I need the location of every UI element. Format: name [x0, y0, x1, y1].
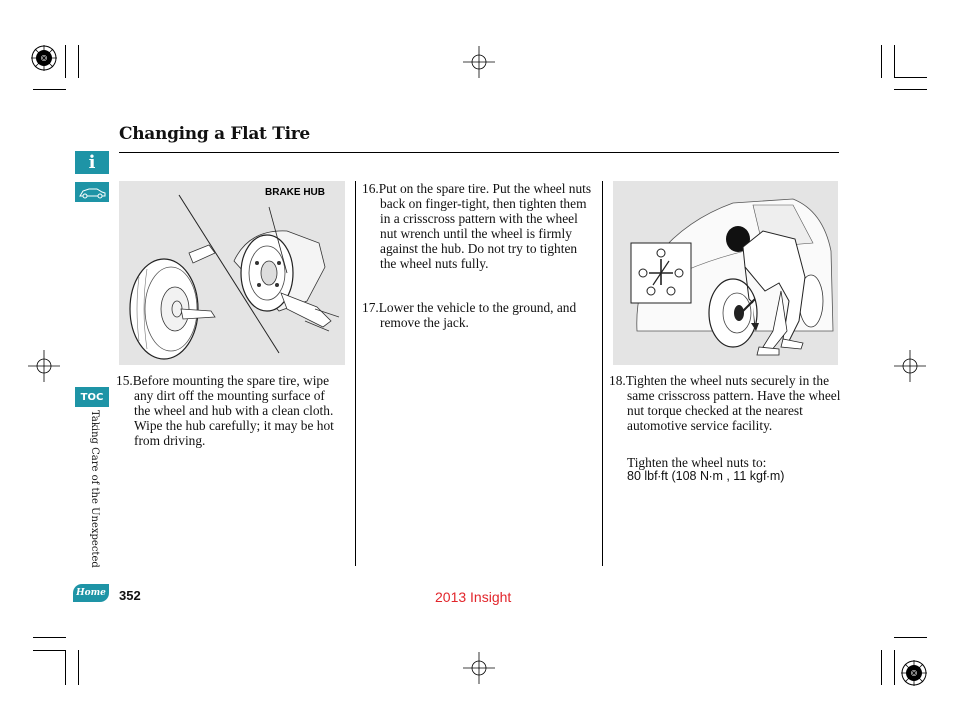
crop-mark: [78, 45, 79, 78]
crop-mark: [33, 637, 66, 638]
crop-mark: [33, 650, 66, 651]
crop-mark: [33, 89, 66, 90]
home-button[interactable]: Home: [73, 584, 109, 602]
crop-mark: [894, 77, 927, 78]
registration-crosshair-icon: [463, 46, 495, 78]
step-18: [609, 373, 844, 433]
registration-crosshair-icon: [28, 350, 60, 382]
registration-sunburst-icon: [900, 659, 928, 687]
crop-mark: [894, 637, 927, 638]
column-divider: [355, 181, 356, 566]
vehicle-button[interactable]: [75, 182, 109, 202]
info-button[interactable]: [75, 151, 109, 174]
section-label: Taking Care of the Unexpected: [89, 410, 100, 568]
step-16: [362, 181, 594, 271]
crop-mark: [881, 45, 882, 78]
torque-intro: Tighten the wheel nuts to:: [627, 455, 767, 470]
registration-sunburst-icon: [30, 44, 58, 72]
model-link[interactable]: 2013 Insight: [435, 589, 512, 605]
column-divider: [602, 181, 603, 566]
step-15-text: 15.Before mounting the spare tire, wipe any dirt off the mounting surface of the wheel and hub with a clean cloth. Wipe the hub carefully; it may be hot from driving.: [116, 373, 334, 448]
crop-mark: [894, 650, 895, 685]
brake-hub-illustration: [119, 181, 345, 365]
step-16-text: 16.Put on the spare tire. Put the wheel nuts back on finger-tight, then tighten them in a crisscross pattern with the wheel nut wrench until the wheel is firmly against the hub. Do not try to tighten the wheel nuts fully.: [362, 181, 592, 271]
crop-mark: [881, 650, 882, 685]
registration-crosshair-icon: [894, 350, 926, 382]
step-18-text: 18.Tighten the wheel nuts securely in the same crisscross pattern. Have the wheel nut torque checked at the nearest automotive service facility.: [609, 373, 841, 433]
step-15: [116, 373, 341, 448]
step-17: [362, 300, 594, 330]
crop-mark: [65, 45, 66, 78]
info-icon: i: [88, 152, 96, 173]
title-divider: [119, 152, 839, 153]
registration-crosshair-icon: [463, 652, 495, 684]
step-17-text: 17.Lower the vehicle to the ground, and remove the jack.: [362, 300, 577, 330]
tighten-nuts-illustration: [613, 181, 838, 365]
torque-value: 80 lbf∙ft (108 N∙m , 11 kgf∙m): [627, 469, 785, 483]
brake-hub-label: BRAKE HUB: [265, 187, 325, 198]
page-title: Changing a Flat Tire: [119, 124, 310, 144]
crop-mark: [894, 45, 895, 78]
crop-mark: [65, 650, 66, 685]
car-icon: [75, 182, 109, 202]
toc-button[interactable]: TOC: [75, 387, 109, 407]
page-number: 352: [119, 588, 141, 603]
crop-mark: [78, 650, 79, 685]
crop-mark: [894, 89, 927, 90]
